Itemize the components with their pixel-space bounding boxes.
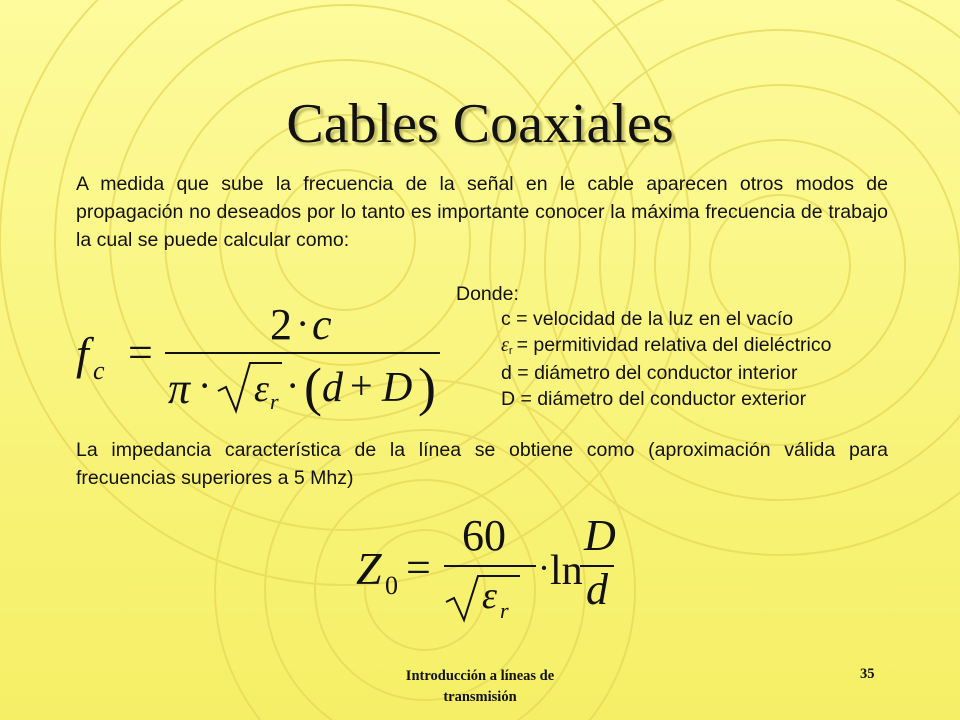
slide-title: Cables Coaxiales xyxy=(286,93,674,155)
fc-num-two: 2 xyxy=(270,300,292,349)
fc-den-d: d xyxy=(322,365,343,411)
z0-dot: · xyxy=(538,548,550,588)
fc-lhs-sub: c xyxy=(93,356,105,385)
z0-den-eps: ε xyxy=(482,575,497,617)
z0-numerator: 60 xyxy=(462,511,506,560)
fc-den-rparen: ) xyxy=(418,357,436,417)
donde-header: Donde: xyxy=(456,283,519,305)
z0-lhs: Z xyxy=(356,543,382,594)
z0-equals: = xyxy=(406,543,431,592)
variable-definitions xyxy=(456,282,831,412)
epsilon-text: = permitividad relativa del dieléctrico xyxy=(516,333,832,356)
fc-den-plus: + xyxy=(350,363,373,408)
impedance-formula xyxy=(340,500,620,625)
z0-ln: ln xyxy=(550,548,583,594)
fc-den-dot1: · xyxy=(198,363,212,408)
z0-frac-den: d xyxy=(586,565,608,614)
fc-den-eps-sub: r xyxy=(270,389,279,414)
impedance-paragraph: La impedancia característica de la línea se obtiene como (aproximación válida para frecuencias superiores a 5 Mhz) xyxy=(76,439,888,489)
fc-den-eps: ε xyxy=(254,368,269,410)
z0-lhs-sub: 0 xyxy=(385,571,398,600)
z0-frac-num: D xyxy=(584,511,616,560)
def-d: d = diámetro del conductor interior xyxy=(501,362,798,384)
epsilon-subscript: r xyxy=(508,344,513,357)
fc-lhs: f xyxy=(76,328,89,379)
def-D: D = diámetro del conductor exterior xyxy=(501,387,807,410)
intro-paragraph: A medida que sube la frecuencia de la señal en le cable aparecen otros modos de propagación no deseados por lo tanto es importante conocer la máxima frecuencia de trabajo la cual se puede calcular como: xyxy=(76,173,888,251)
fc-den-D: D xyxy=(382,365,413,411)
def-c: c = velocidad de la luz en el vacío xyxy=(501,308,794,330)
page-number: 35 xyxy=(860,666,875,682)
z0-den-eps-sub: r xyxy=(500,598,509,623)
footer-line-1: Introducción a líneas de xyxy=(405,668,555,684)
footer-line-2: transmisión xyxy=(443,689,517,705)
epsilon-symbol: ε xyxy=(501,333,509,356)
cutoff-frequency-formula xyxy=(60,295,450,425)
fc-num-dot: · xyxy=(296,301,310,346)
fc-den-dot2: · xyxy=(286,363,300,408)
def-epsilon xyxy=(456,333,831,362)
fc-den-pi: π xyxy=(168,364,191,413)
fc-equals: = xyxy=(128,328,153,377)
footer-title xyxy=(340,666,620,708)
fc-den-lparen: ( xyxy=(304,357,322,417)
fc-num-c: c xyxy=(312,300,332,349)
